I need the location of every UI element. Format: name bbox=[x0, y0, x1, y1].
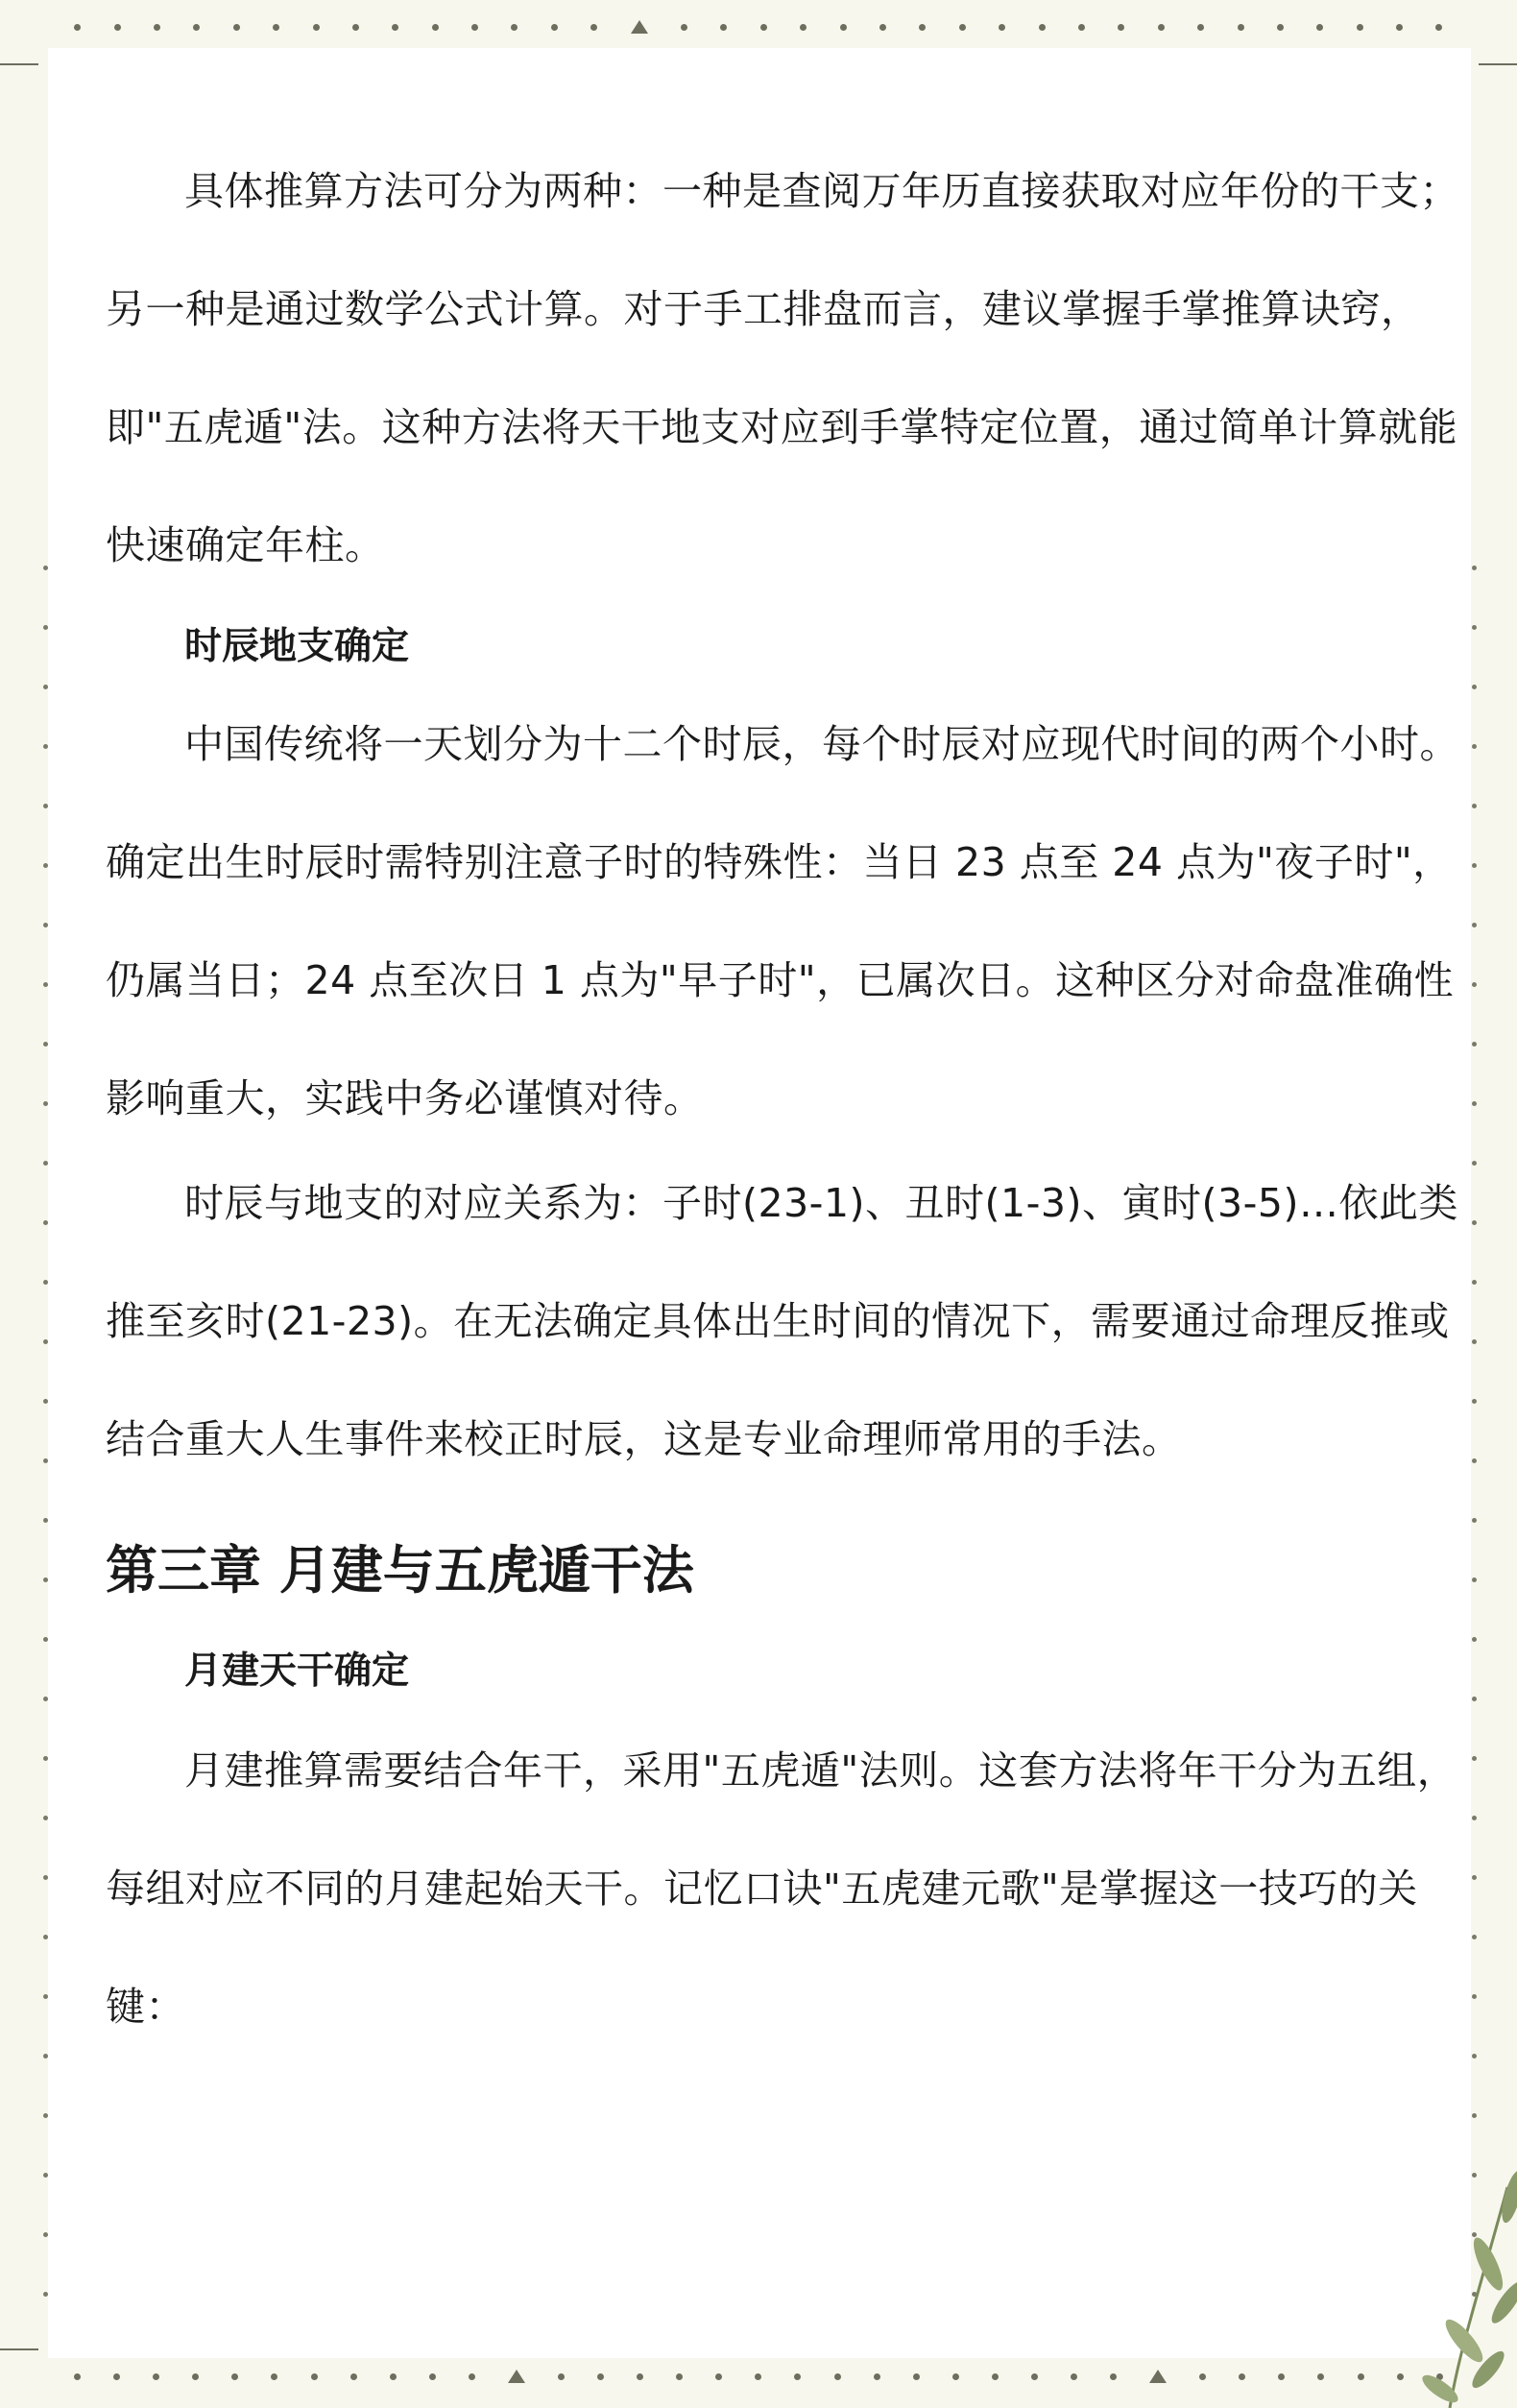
triangle-marker-icon bbox=[508, 2370, 525, 2383]
corner-line bbox=[0, 2348, 38, 2350]
paragraph-hour-division: 中国传统将一天划分为十二个时辰，每个时辰对应现代时间的两个小时。确定出生时辰时需特别注意子时的特殊性：当日 23 点至 24 点为"夜子时"，仍属当日；24 点至次日 1 点为"早子时"，已属次日。这种区分对命盘准确性影响重大，实践中务必谨慎对待。 bbox=[106, 721, 1459, 1121]
chapter-title: 第三章 月建与五虎遁干法 bbox=[106, 1540, 694, 1601]
top-dot-border bbox=[0, 17, 1517, 36]
document-content bbox=[106, 132, 1469, 2066]
corner-line bbox=[1479, 63, 1517, 65]
triangle-marker-icon bbox=[1149, 2370, 1167, 2383]
heading-month-stem: 月建天干确定 bbox=[184, 1649, 410, 1693]
leaf-branch-icon bbox=[1373, 2158, 1517, 2408]
triangle-marker-icon bbox=[631, 20, 648, 34]
paragraph-month-method: 月建推算需要结合年干，采用"五虎遁"法则。这套方法将年干分为五组，每组对应不同的月建起始天干。记忆口诀"五虎建元歌"是掌握这一技巧的关键： bbox=[106, 1747, 1457, 2030]
bottom-dot-border bbox=[0, 2367, 1517, 2386]
paragraph-method: 具体推算方法可分为两种：一种是查阅万年历直接获取对应年份的干支；另一种是通过数学公式计算。对于手工排盘而言，建议掌握手掌推算诀窍，即"五虎遁"法。这种方法将天干地支对应到手掌特定位置，通过简单计算就能快速确定年柱。 bbox=[106, 168, 1459, 568]
document-page bbox=[48, 48, 1471, 2358]
heading-hour-branch: 时辰地支确定 bbox=[184, 625, 410, 668]
corner-line bbox=[0, 63, 38, 65]
paragraph-hour-mapping: 时辰与地支的对应关系为：子时(23-1)、丑时(1-3)、寅时(3-5)…依此类推至亥时(21-23)。在无法确定具体出生时间的情况下，需要通过命理反推或结合重大人生事件来校正时辰，这是专业命理师常用的手法。 bbox=[106, 1180, 1458, 1462]
